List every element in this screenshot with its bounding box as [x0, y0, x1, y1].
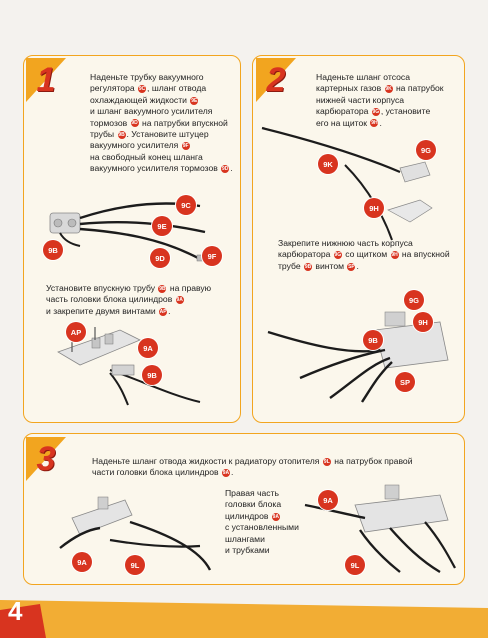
callout-9d: 9D: [150, 248, 170, 268]
callout-9g: 9G: [416, 140, 436, 160]
tag-9g-b: 9G: [334, 252, 342, 259]
callout-9a-3: 9A: [72, 552, 92, 572]
tag-9k: 9K: [385, 86, 392, 93]
callout-9a: 9A: [138, 338, 158, 358]
tag-9b: 9B: [118, 131, 125, 138]
step-1-number: 1: [36, 60, 56, 99]
s2-line-3: нижней части корпуса: [316, 94, 405, 105]
s3s-line-3: цилиндров 9A: [225, 510, 280, 521]
tag-9e: 9E: [191, 97, 198, 104]
s3-line-2: части головки блока цилиндров 9A .: [92, 467, 234, 478]
tag-9a-c: 9A: [222, 470, 230, 477]
page-number: 4: [8, 596, 23, 626]
tag-9d-2: 9D: [222, 165, 229, 172]
s2-line-1: Наденьте шланг отсоса: [316, 72, 410, 82]
step-3-badge: [26, 437, 66, 481]
s2-line-2: картерных газов 9K на патрубок: [316, 83, 444, 94]
s1-line-8: на свободный конец шланга: [90, 151, 203, 162]
s1b-line-1: Установите впускную трубу 9B на правую: [46, 283, 212, 293]
step-2-badge: [256, 58, 296, 102]
callout-9h-2: 9H: [413, 312, 433, 332]
s1b-line-2: часть головки блока цилиндров 9A: [46, 294, 183, 305]
callout-9c: 9C: [176, 195, 196, 215]
s3s-line-6: и трубками: [225, 545, 270, 556]
tag-9l: 9L: [323, 458, 330, 465]
callout-9f: 9F: [202, 246, 222, 266]
callout-9l-4: 9L: [345, 555, 365, 575]
step-3-side-caption: [225, 488, 307, 556]
step-2-number: 2: [266, 60, 286, 99]
callout-9g-2: 9G: [404, 290, 424, 310]
s1-line-3: охлаждающей жидкости 9E: [90, 94, 198, 105]
s2b-line-1: Закрепите нижнюю часть корпуса: [278, 238, 413, 248]
step-2-instructions-bottom: [278, 238, 460, 272]
tag-sp: SP: [348, 263, 355, 270]
s1-line-4: и шланг вакуумного усилителя: [90, 106, 213, 117]
step2-top-parts: [262, 128, 432, 240]
s1-line-1: Наденьте трубку вакуумного: [90, 72, 204, 82]
s1b-line-3: и закрепите двумя винтами AP .: [46, 305, 171, 316]
callout-sp: SP: [395, 372, 415, 392]
tag-9g: 9G: [372, 108, 380, 115]
step-2-instructions: [316, 72, 458, 129]
callout-9k: 9K: [318, 154, 338, 174]
s1-line-5: тормозов 9D на патрубки впускной: [90, 117, 228, 128]
s2b-line-3: трубе 9B винтом SP .: [278, 260, 359, 271]
s3s-line-1: Правая часть: [225, 488, 279, 498]
callout-ap: AP: [66, 322, 86, 342]
s1-line-9: вакуумного усилителя тормозов 9D .: [90, 163, 233, 174]
s1-line-2: регулятора 9C , шланг отвода: [90, 83, 207, 94]
callout-9e: 9E: [152, 216, 172, 236]
s1-line-6: трубы 9B . Установите штуцер: [90, 129, 209, 140]
callout-9l-3: 9L: [125, 555, 145, 575]
tag-9a-d: 9A: [272, 513, 280, 520]
s3s-line-5: шлангами: [225, 533, 265, 544]
tag-ap: AP: [159, 308, 167, 315]
s2-line-5: его на щиток 9H .: [316, 117, 382, 128]
tag-9b-b: 9B: [159, 285, 166, 292]
tag-9h: 9H: [371, 120, 378, 127]
step-1-badge: [26, 58, 66, 102]
footer-stripe: [0, 600, 488, 638]
callout-9b-3: 9B: [363, 330, 383, 350]
callout-9b: 9B: [43, 240, 63, 260]
s3s-line-2: головки блока: [225, 499, 282, 510]
callout-9b-2: 9B: [142, 365, 162, 385]
s3-line-1: Наденьте шланг отвода жидкости к радиатору отопителя 9L на патрубок правой: [92, 456, 413, 466]
s3s-line-4: с установленными: [225, 522, 299, 533]
tag-9b-c: 9B: [304, 263, 312, 270]
callout-9a-4: 9A: [318, 490, 338, 510]
s1-line-7: вакуумного усилителя 9F: [90, 140, 189, 151]
tag-9c: 9C: [138, 86, 146, 93]
step-3-instructions: [92, 456, 456, 479]
tag-9h-b: 9H: [391, 252, 398, 259]
step-3-number: 3: [36, 439, 56, 478]
tag-9d: 9D: [131, 120, 138, 127]
tag-9f: 9F: [182, 143, 189, 150]
tag-9a-b: 9A: [176, 297, 183, 304]
step-1-instructions-bottom: [46, 283, 236, 317]
s2b-line-2: карбюратора 9G со щитком 9H на впускной: [278, 249, 450, 260]
s2-line-4: карбюратора 9G , установите: [316, 106, 431, 117]
step-1-instructions: [90, 72, 235, 175]
callout-9h: 9H: [364, 198, 384, 218]
